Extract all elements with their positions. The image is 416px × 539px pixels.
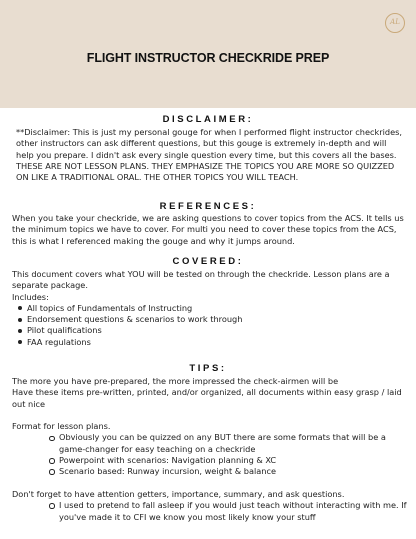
tips-attention-label: Don't forget to have attention getters, importance, summary, and ask questions. <box>12 488 345 499</box>
list-item: FAA regulations <box>12 337 408 348</box>
tips-line2: Have these items pre-written, printed, and/or organized, all documents within easy grasp / laid out nice <box>12 387 402 409</box>
references-heading: REFERENCES: <box>159 201 257 212</box>
list-item: Obviously you can be quizzed on any BUT there are some formats that will be a game-changer for easy teaching on a checkride <box>12 432 408 455</box>
header-banner <box>0 0 416 108</box>
tips-heading: TIPS: <box>189 363 227 374</box>
tips-section <box>12 376 408 523</box>
page-title: FLIGHT INSTRUCTOR CHECKRIDE PREP <box>86 51 330 65</box>
tips-format-label: Format for lesson plans. <box>12 421 111 432</box>
covered-section <box>12 269 408 348</box>
list-item: I used to pretend to fall asleep if you would just teach without interacting with me. If you've made it to CFI we know you most likely know your stuff <box>12 500 408 523</box>
tips-intro: The more you have pre-prepared, the more impressed the check-airmen will be <box>12 376 339 386</box>
list-item: All topics of Fundamentals of Instructing <box>12 303 408 314</box>
list-item: Pilot qualifications <box>12 325 408 336</box>
covered-intro: This document covers what YOU will be tested on through the checkride. Lesson plans are a separate package. <box>12 269 390 291</box>
disclaimer-text: **Disclaimer: This is just my personal gouge for when I performed flight instructor checkrides, other instructors can ask different questions, but this gouge is extremely in-depth and will help you prepare. I didn't ask every single question every time, but this covers all the bases. THESE ARE NOT LESSON PLANS. THEY EMPHASIZE THE TOPICS YOU ARE MORE SO QUIZZED ON LIKE A TRADITIONAL ORAL. THE OTHER TOPICS YOU WILL TEACH. <box>16 127 402 183</box>
list-item: Scenario based: Runway incursion, weight & balance <box>12 466 408 477</box>
covered-list <box>12 303 408 348</box>
references-text: When you take your checkride, we are asking questions to cover topics from the ACS. It tells us the minimum topics we have to cover. For multi you need to cover these topics from the ACS, this is what I referenced making the gouge and why it jumps around. <box>12 213 404 246</box>
tips-format-list <box>12 432 408 477</box>
covered-heading: COVERED: <box>172 256 244 267</box>
tips-attention-list <box>12 500 408 523</box>
list-item: Powerpoint with scenarios: Navigation planning & XC <box>12 455 408 466</box>
brand-logo: AL <box>385 13 405 33</box>
disclaimer-heading: DISCLAIMER: <box>162 114 254 125</box>
covered-includes-label: Includes: <box>12 291 49 302</box>
list-item: Endorsement questions & scenarios to work through <box>12 314 408 325</box>
